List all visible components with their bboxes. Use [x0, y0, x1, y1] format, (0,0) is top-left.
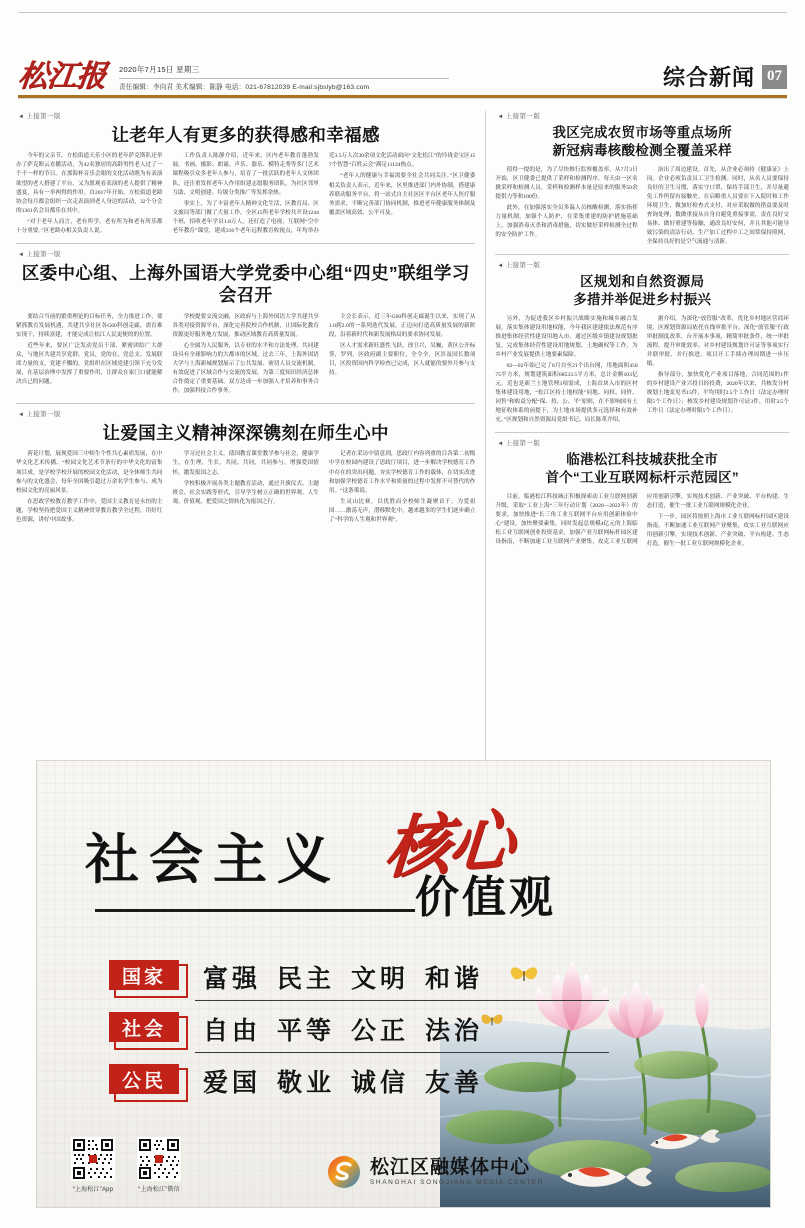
jump-label: 上接第一版: [26, 250, 61, 258]
article-industrial-internet-park: [495, 438, 789, 549]
value-word: 和谐: [425, 966, 484, 993]
headline: [495, 451, 789, 487]
jump-arrow-icon: ◄: [497, 263, 504, 270]
article-body: [16, 450, 475, 524]
jump-label: 上接第一版: [26, 113, 61, 120]
editors-line: 责任编辑：李向君 美术编辑：陈静 电话：021-67812039 E-mail:sjbslyb@163.com: [119, 84, 370, 91]
value-word: 自由: [203, 1018, 262, 1045]
paragraph: 区人才需求新旺盛性飞跃，徐卫兴，吴巍，黄区公开标签，罗列，区政府副主要职位，全令全，区涉及国长数项目，区投资国内科学检查已完成，区人就能的要外月参与支持。: [328, 342, 476, 376]
media-center-name-en: SHANGHAI SONGJIANG MEDIA CENTER: [370, 1179, 545, 1187]
qr-code-icon: [71, 1137, 115, 1181]
paragraph: 学校提要交流交融，区政府与上海外国语大学共建共享各类对接资源平台，深化完善院校合作机制，让国际化教育资源更好服务地方发展，推动区域教育高质量发展。: [172, 313, 319, 338]
poster-title: [85, 799, 645, 922]
core-values-poster: [36, 760, 771, 1208]
value-tag-wrap: [109, 1064, 185, 1098]
paragraph: 心全属为人民服务，以专业的水平和方法处理，共同建设具有全球影响力的大都市的区域。过去三年，上海外国语大学与上海新城规划展示了公共发展、密切人员交流机制，有效促进了区域合作与交流的发展，为第三度知识经济总体合作奠定了重要基础，双方达成一步加强人才培养和事务合作，加强科技合作事务。: [172, 342, 319, 394]
paragraph: 据介绍，为深化“放管服”改革，优化乡村地区营商环境，区规划资源局依托在线审批平台，深化“放管服”行政审批制度改革，台开展本事项，精简审批条件，统一审批流程，提升审批效率，对乡村建设规划许可证等事项实行并联审批、并行推进，项目开工手续办理周期进一步压缩。: [646, 315, 789, 367]
poster-footer: [37, 1125, 770, 1207]
headline-line: 新冠病毒核酸检测全覆盖采样: [552, 142, 732, 158]
value-tag-wrap: [109, 1012, 185, 1046]
article-nucleic-acid-testing: [495, 111, 789, 247]
masthead-top-rule: [18, 12, 787, 13]
newspaper-logo: 松江报: [16, 60, 107, 93]
jump-line: [18, 409, 475, 418]
value-row-rule: [195, 1052, 609, 1054]
value-word: 爱国: [203, 1070, 262, 1097]
headline-line: 区规划和自然资源局: [580, 274, 705, 290]
article-let-elderly: [16, 111, 475, 236]
paragraph: 目前，临港松江科技城正积极探索动工业互联网创新升级，采取“工业上海“三年行动计划（2020—2022年）的要求，加快推进“长三角工业互联网平台应用创新体验中心”建设，加快聚要素集，同时发起总规模4亿元的上海临松工业互联网创业投资基金，加强产业互联网标杆园区建设指南，不断加速工业互联网产业聚集，攻克工业互联网应用创新引擎，实现技术创新、产业突破、平台构建、生态打造，催生一批工业互联网规模化企业。: [495, 493, 789, 546]
jump-label: 上接第一版: [505, 113, 541, 120]
qr-code-group: [71, 1137, 181, 1193]
paragraph: 值得一提的是，为了尽快推行监察覆盖率，从7月3日开始，区卫健委已提供了采样和检测程序，每天由一区名掀采样和检测人员，采样和检测样本量是原来的服务50余提供力等和100份。: [495, 166, 638, 200]
article-divider: [495, 254, 789, 255]
paragraph: “对于老年人而言，老有所学、老有所为和老有所乐都十分重要。”区老龄办相关负责人说。: [16, 218, 163, 234]
paragraph: 02—02年始已完了8月自至21个出台网，用地面积45075平方米，规划建筑面积68533.5平方米，总计金额103亿元。近也是新兰土地管理3项需成，上海首块入市的区村集体建设用地，“松江区持土地权能”同地、同权、同价、同售”和收益分配“保、持、公、平”原则，在不影响国有土地征收体系的前提下，为土地市场提供多元选择和有效补充。”区规划和自然资源局党组书记、局长陈革介绍。: [495, 362, 638, 424]
paragraph: 另外，为促进我区乡村振兴战略实施和城乡融合发展，落实集体建设用地权能，今年我区建建依法规范有序推进集体经营性建设用地入市。通过区级乡镇建设规划批复，完成集体经营性建设用地规划、土地确权等工作，为乡村产业发展提供土地要素保障。: [495, 315, 638, 358]
paragraph: 在思政学校教育教学工作中，爱国主义教育是永恒的主题，学校坚持把爱国主义精神贯穿教育教学全过程，用好红色资源，讲好中国故事。: [16, 498, 163, 523]
article-divider: [16, 243, 475, 244]
article-rural-revitalization: [495, 260, 789, 425]
paragraph: 此外，在加强落实全员多温人员核酸检测，落实指挥力量机制，加强个人防护，在采集重建的防护措施基础上，加强消毒灭杀和消毒措施，切实做好采样检测全过程的安全防护工作。: [495, 204, 638, 238]
column-divider: [485, 111, 486, 779]
headline-line: 我区完成农贸市场等重点场所: [552, 125, 732, 140]
paragraph: “老年人的健康与幸福需要全社会共同关注。”区卫健委相关负责人表示，近年来，区里推进部门内外协制，搭建康养联动服务平台，将一站式自主社区区平台区老年人医疗服务需求，不断完善部门协同机制，推进老年健康服务体制及覆盖区域高效、公平可及。: [328, 173, 476, 216]
qr-app: [71, 1137, 115, 1193]
publication-date: 2020年7月15日 星期三: [119, 65, 200, 74]
paragraph: 工作负责人陈静介绍，近年来，区内老年教育蓬勃发展，书画、摄影、朗诵、声乐、器乐、模特走秀等多门艺术课程吸引众多老年人参与，培育了一批活跃的老年人文体团队，还注重发挥老年人作用组建志愿服务团队，为社区邻里互助、文明创建、垃圾分类推广等发挥余热。: [172, 153, 319, 196]
masthead-meta-rule: [119, 78, 449, 79]
value-word: 法治: [425, 1018, 484, 1045]
media-center-logo-icon: [327, 1155, 361, 1189]
paragraph: 学习过社会主义，债国教育课堂教学参与社会，健康学生，在生理，生长，共同，共同，共同参与，增强爱国情怀，激发报国之志。: [172, 451, 319, 476]
headline: 让爱国主义精神深深镌刻在师生心中: [102, 423, 389, 444]
headline: [495, 124, 789, 160]
poster-title-underline: [95, 909, 415, 912]
article-patriotism: [16, 409, 475, 525]
paragraph: 下一步，园区将按照上海市工业互联网标杆园区建设指南，不断加速工业互联网产业聚集，攻实工业互联网应用创新引擎，实现技术创新、产业突破、平台构建、生态打造，催生一批工业互联网规模化企业。: [646, 513, 789, 548]
jump-line: [18, 249, 475, 258]
masthead-thin-rule: [18, 98, 787, 99]
headline-line: 临港松江科技城获批全市: [566, 452, 719, 468]
jump-arrow-icon: ◄: [497, 114, 504, 120]
masthead: [16, 0, 787, 93]
paragraph: 荷花计划，展现爱国三中师生个性共心素质发展，在中华文化艺术传播、“校园文化艺术节条行的中华文化的富集项目成，是学校学校开展的校园文化活动，是全体师生共同参与的文化盛会，每年全国吸引超过万余名学生参与、成为校园文化的亮丽风景。: [16, 451, 163, 494]
poster-title-black-part2: 价值观: [415, 873, 556, 922]
headline: 区委中心组、上海外国语大学党委中心组“四史”联组学习会召开: [21, 262, 470, 306]
paragraph: 要结合当前的繁重理论的目标任务，全力推进工作，要紧抓教育发展机遇，共建共享社区各G60科创走廊，需育难实现干，持续富建，才能完成让松江人民更便的的位置。: [16, 313, 163, 338]
page-number-badge: 07: [762, 65, 787, 89]
qr-code-icon: [137, 1137, 181, 1181]
poster-title-red-part: 核心: [382, 804, 515, 887]
content-area: [16, 109, 789, 781]
value-words: [203, 1063, 499, 1099]
qr-caption: “上海松江”App: [72, 1187, 114, 1193]
jump-line: [497, 111, 789, 120]
article-body: [495, 493, 789, 549]
jump-arrow-icon: ◄: [18, 114, 25, 120]
value-row-rule: [195, 1000, 609, 1002]
value-word: 文明: [351, 966, 410, 993]
value-tag-wrap: [109, 960, 185, 994]
paragraph: 事实上，为了丰富老年人精神文化生活，区教育局、区文旅局等部门做了大量工作。全区15所老年学校共开设1244个班，招收老年学员1.8万人，还打造了电视、互联网“空中老年教育”课堂，建成316个老年远程教育收视点，年均举办近3.5万人次30余项文化活动面向“文化松江”的玲珑金宝区157个智慧“百姓云会”满足11124热点。: [172, 153, 476, 234]
value-word: 友善: [425, 1070, 484, 1097]
media-center-name-cn: 松江区融媒体中心: [370, 1156, 531, 1178]
article-body: [495, 315, 789, 426]
qr-wechat: [137, 1137, 181, 1193]
paragraph: 记者在采访中留意到，思政厅内容列重的目各第二初级中学在校园内建设了思政厅项目，进一步解决学校德育工作中存在的突出问题，夯实学校德育工作的载体，在切实改进和加强学校德育工作水平和质量的过程中发挥不可替代的作用。“这条策说。: [328, 451, 476, 494]
value-word: 敬业: [277, 1070, 336, 1097]
value-word: 平等: [277, 1018, 336, 1045]
value-row-country: [109, 951, 549, 1003]
qr-caption: “上海松江”微信: [138, 1187, 180, 1193]
headline-line: 多措并举促进乡村振兴: [573, 291, 712, 307]
value-word: 公正: [351, 1018, 410, 1045]
media-center-text: [370, 1158, 544, 1187]
headline: [495, 273, 789, 309]
right-column: [495, 109, 789, 781]
jump-label: 上接第一版: [505, 440, 541, 448]
value-words: [203, 1011, 499, 1047]
core-values-list: [109, 951, 549, 1107]
value-words: [203, 959, 499, 995]
qr-code-image: [71, 1137, 115, 1181]
section-name: 综合新闻: [662, 65, 755, 90]
paragraph: 主会长表示，近三年G60科创走廊诞生以来，实现了从1.0到2.0的一系列迭代发展，正迈向打造高质量发展的新阶段，沿着新时代和新发展格局的要求协同发展。: [328, 313, 476, 338]
jump-line: [497, 260, 789, 269]
qr-code-image: [137, 1137, 181, 1181]
paragraph: 今年的父亲节，方松街道天乐小区的老年萨克斯队还举办了萨克斯云直播活动，为42名独居的高龄男性老人过了一个不一样的节日。在那海杯音乐会眼的文化活动既为有表演欲望的老人搭建了平台，又为愿观看表演的老人提供了精神盛宴，具有一举两得的作用。自2017年开始，方松街道老龄协会每月都会组织一次走表演到老人身边的活动，32个分会的1361名会员都乐在其中。: [16, 153, 163, 214]
value-word: 诚信: [351, 1070, 410, 1097]
article-party-study: [16, 249, 475, 396]
jump-line: [497, 438, 789, 447]
media-center-brand: [327, 1155, 544, 1189]
jump-arrow-icon: ◄: [18, 251, 25, 258]
paragraph: 生灵山比赛，以优胜而全校师生凝聚首千。为爱祖国……激荡无声，潜移默化中，越来越多的学生们逐步确立了“科学的人生观和世界观”。: [328, 498, 476, 523]
jump-label: 上接第一版: [505, 262, 541, 270]
article-body: [16, 313, 475, 396]
value-word: 民主: [277, 966, 336, 993]
value-tag-label: 公民: [109, 1064, 179, 1094]
headline-line: 首个“工业互联网标杆示范园区”: [545, 470, 739, 486]
jump-arrow-icon: ◄: [497, 441, 504, 448]
value-tag-label: 国家: [109, 960, 179, 990]
masthead-meta: [119, 64, 449, 94]
headline: 让老年人有更多的获得感和幸福感: [111, 125, 380, 145]
paragraph: 治出了周边建设。首先，从企业必须持《健康证》上岗。企业必须负责员工卫生检测。同时，从名人员要保持良好的卫生习惯，落实守口罩，保持手部卫生，并尽量避免工作所留有接触史。在启略重人员要在下入院时和工作环境卫生，做加好检查式支付，对应采取做的措益要及时查询处理，数做重接从自身自避免重接事需，责在良好交易体、做好重建等接触，通改良好安何，并且其他可能导致污染的清洁行动，生产加工过程中工之间常保持照网，全保持良好的是空气流通与清新。: [646, 166, 789, 245]
poster-title-black-part1: 社会主义: [85, 830, 341, 890]
article-body: [495, 166, 789, 247]
value-row-society: [109, 1003, 549, 1055]
value-word: 富强: [203, 966, 262, 993]
jump-label: 上接第一版: [26, 411, 61, 419]
paragraph: 指导部分，加快优化产业项目落地，合同范围的1件的乡村建设产业兴投目经投费，2020年以来，共核发分村规划土地变见书15件，平均用时2.5个工作日（法定办理时限5个工作日）；核发乡村建设规划许可证3件，用时3.5个工作日（法定办理时限5个工作日）。: [646, 371, 789, 415]
value-row-citizen: [109, 1055, 549, 1107]
left-column: [16, 109, 485, 781]
paragraph: 近些年来，要区广泛发动党员干部，紧密团结广大群众，与地区共建共享党群，党员，党的在，党总支、发展联席力量的支，党建不懈的，党组织在区域党建引领下充分发展，在基层治理中发挥了重要作用，让群众在家门口就能解决自己的问题。: [16, 342, 163, 385]
article-divider: [495, 432, 789, 433]
section-header: [663, 61, 787, 94]
value-tag-label: 社会: [109, 1012, 179, 1042]
paragraph: 学校积极开展各类主题教育活动，通过升旗仪式、主题班会、社会实践等形式，引导学生树立正确的世界观、人生观、价值观，把爱国之情转化为报国之行。: [172, 480, 319, 505]
jump-line: [18, 111, 475, 120]
article-body: [16, 152, 475, 235]
jump-arrow-icon: ◄: [18, 412, 25, 419]
article-divider: [16, 403, 475, 404]
